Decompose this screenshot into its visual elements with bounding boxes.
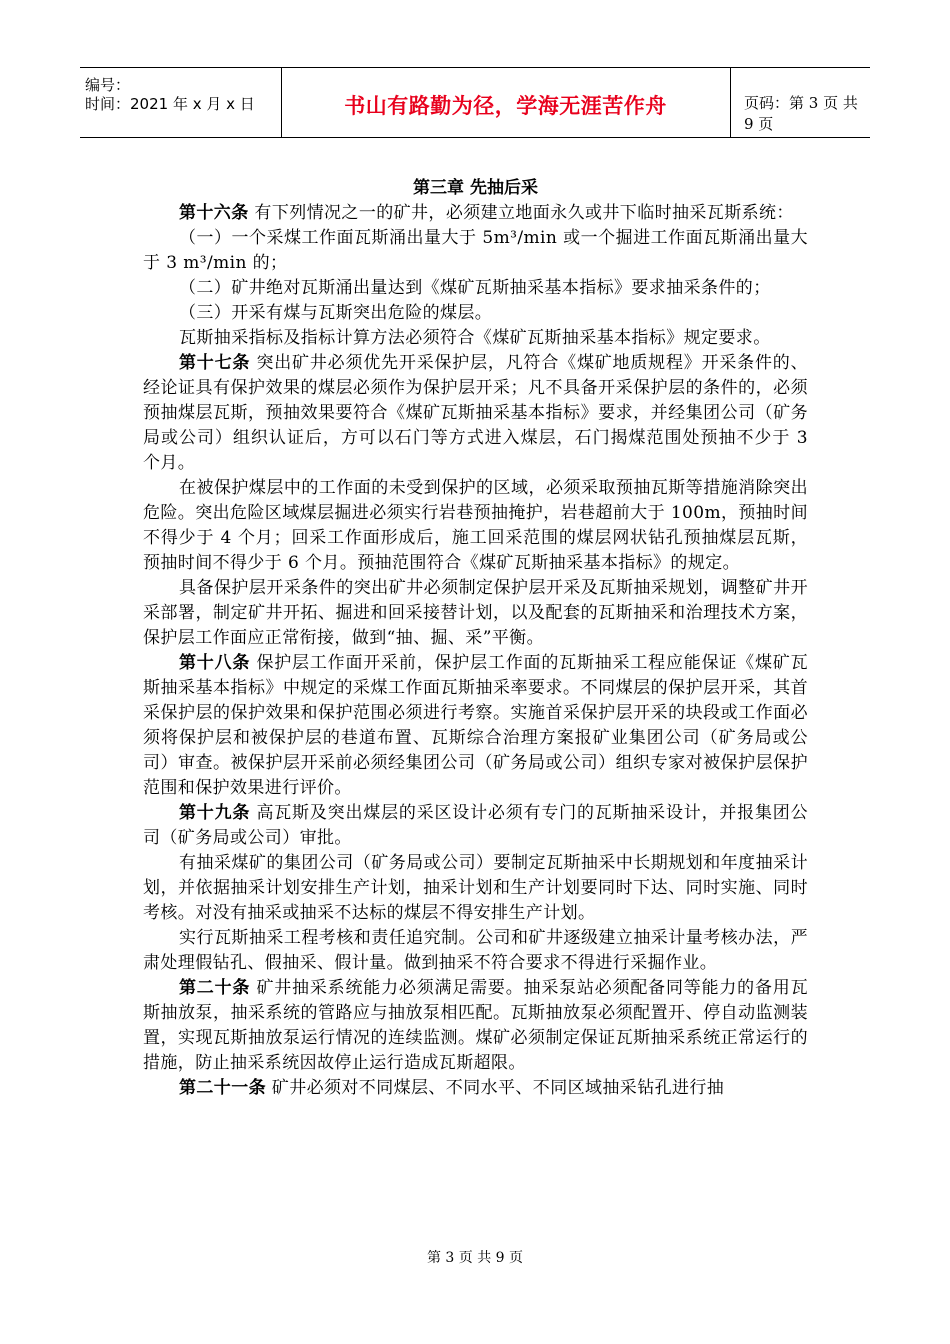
paragraph-text: 有抽采煤矿的集团公司（矿务局或公司）要制定瓦斯抽采中长期规划和年度抽采计划，并依据抽采计划安排生产计划，抽采计划和生产计划要同时下达、同时实施、同时考核。对没有抽采或抽采不达标的煤层不得安排生产计划。 — [143, 853, 808, 923]
paragraph — [143, 976, 808, 1076]
paragraph-text: 在被保护煤层中的工作面的未受到保护的区域，必须采取预抽瓦斯等措施消除突出危险。突出危险区域煤层掘进必须实行岩巷预抽掩护，岩巷超前大于 100m，预抽时间不得少于 4 个月；回采工作面形成后，施工回采范围的煤层网状钻孔预抽煤层瓦斯，预抽时间不得少于 6 个月。预抽范围符合《煤矿瓦斯抽采基本指标》的规定。 — [143, 478, 808, 573]
paragraph — [143, 476, 808, 576]
document-date: 时间：2021 年 x 月 x 日 — [85, 95, 255, 113]
paragraph — [143, 276, 808, 301]
paragraph-text: 具备保护层开采条件的突出矿井必须制定保护层开采及瓦斯抽采规划，调整矿井开采部署，制定矿井开拓、掘进和回采接替计划，以及配套的瓦斯抽采和治理技术方案，保护层工作面应正常衔接，做到“抽、掘、采”平衡。 — [143, 578, 808, 648]
paragraph — [143, 926, 808, 976]
paragraph — [143, 651, 808, 801]
paragraph — [143, 576, 808, 651]
header-page-cell — [730, 68, 870, 137]
paragraph-text: 瓦斯抽采指标及指标计算方法必须符合《煤矿瓦斯抽采基本指标》规定要求。 — [179, 328, 771, 348]
article-label: 第二十条 — [179, 978, 251, 998]
paragraph-text: （一）一个采煤工作面瓦斯涌出量大于 5m³/min 或一个掘进工作面瓦斯涌出量大于 3 m³/min 的； — [143, 228, 808, 273]
document-body — [143, 176, 808, 1101]
paragraph-list — [143, 201, 808, 1101]
document-number: 编号： — [85, 76, 131, 94]
paragraph-text: 矿井抽采系统能力必须满足需要。抽采泵站必须配备同等能力的备用瓦斯抽放泵，抽采系统的管路应与抽放泵相匹配。瓦斯抽放泵必须配置开、停自动监测装置，实现瓦斯抽放泵运行情况的连续监测。煤矿必须制定保证瓦斯抽采系统正常运行的措施，防止抽采系统因故停止运行造成瓦斯超限。 — [143, 978, 809, 1073]
paragraph — [143, 1076, 808, 1101]
article-label: 第二十一条 — [179, 1078, 266, 1098]
paragraph-text: 高瓦斯及突出煤层的采区设计必须有专门的瓦斯抽采设计，并报集团公司（矿务局或公司）审批。 — [143, 803, 809, 848]
paragraph — [143, 801, 808, 851]
header-motto: 书山有路勤为径，学海无涯苦作舟 — [344, 94, 667, 118]
paragraph-text: 突出矿井必须优先开采保护层，凡符合《煤矿地质规程》开采条件的、经论证具有保护效果的煤层必须作为保护层开采；凡不具备开采保护层的条件的，必须预抽煤层瓦斯，预抽效果要符合《煤矿瓦斯抽采基本指标》要求，并经集团公司（矿务局或公司）组织认证后，方可以石门等方式进入煤层，石门揭煤范围处预抽不少于 3 个月。 — [143, 353, 809, 473]
paragraph-text: （三）开采有煤与瓦斯突出危险的煤层。 — [179, 303, 493, 323]
page-footer: 第 3 页 共 9 页 — [426, 1250, 524, 1266]
header-motto-cell — [281, 68, 731, 137]
header-meta — [80, 68, 282, 137]
paragraph — [143, 351, 808, 476]
paragraph-text: 保护层工作面开采前，保护层工作面的瓦斯抽采工程应能保证《煤矿瓦斯抽采基本指标》中规定的采煤工作面瓦斯抽采率要求。不同煤层的保护层开采，其首采保护层的保护效果和保护范围必须进行考察。实施首采保护层开采的块段或工作面必须将保护层和被保护层的巷道布置、瓦斯综合治理方案报矿业集团公司（矿务局或公司）审查。被保护层开采前必须经集团公司（矿务局或公司）组织专家对被保护层保护范围和保护效果进行评价。 — [143, 653, 809, 798]
header-page-info: 页码：第 3 页 共 9 页 — [744, 94, 858, 133]
article-label: 第十八条 — [179, 653, 251, 673]
paragraph — [143, 301, 808, 326]
page-header — [80, 67, 870, 138]
paragraph — [143, 326, 808, 351]
paragraph — [143, 851, 808, 926]
paragraph-text: 实行瓦斯抽采工程考核和责任追究制。公司和矿井逐级建立抽采计量考核办法，严肃处理假钻孔、假抽采、假计量。做到抽采不符合要求不得进行采掘作业。 — [143, 928, 808, 973]
article-label: 第十七条 — [179, 353, 251, 373]
paragraph — [143, 226, 808, 276]
paragraph-text: 矿井必须对不同煤层、不同水平、不同区域抽采钻孔进行抽 — [266, 1078, 725, 1098]
chapter-title: 第三章 先抽后采 — [413, 178, 538, 198]
article-label: 第十六条 — [179, 203, 249, 223]
paragraph-text: 有下列情况之一的矿井，必须建立地面永久或井下临时抽采瓦斯系统： — [248, 203, 794, 223]
paragraph-text: （二）矿井绝对瓦斯涌出量达到《煤矿瓦斯抽采基本指标》要求抽采条件的； — [179, 278, 771, 298]
article-label: 第十九条 — [179, 803, 251, 823]
paragraph — [143, 201, 808, 226]
